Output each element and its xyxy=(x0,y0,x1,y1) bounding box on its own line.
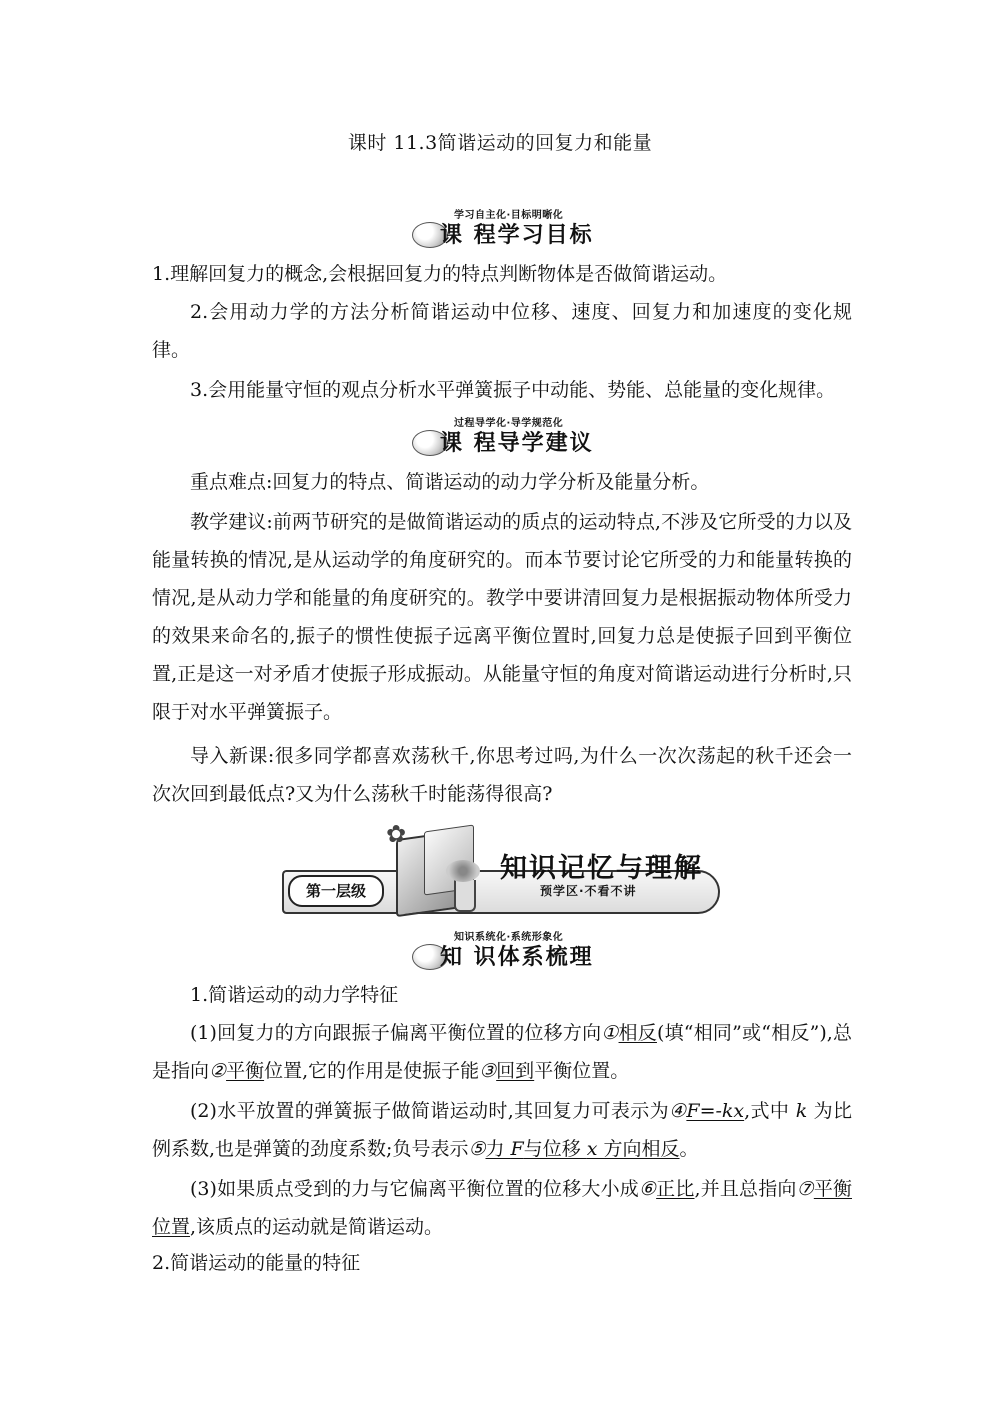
section-tagline: 过程导学化·导学规范化 xyxy=(454,418,564,429)
section-title: 知 识体系梳理 xyxy=(440,945,594,970)
blank-answer-6: 正比 xyxy=(656,1178,695,1200)
para-text: (1)回复力的方向跟振子偏离平衡位置的位移方向 xyxy=(190,1022,602,1044)
para-text: 。 xyxy=(679,1138,699,1160)
level-banner xyxy=(278,820,722,920)
blank-answer-5 xyxy=(486,1138,680,1160)
page-title: 课时 11.3简谐运动的回复力和能量 xyxy=(347,132,653,154)
plant-icon xyxy=(454,880,476,912)
goal-item-2: 2.会用动力学的方法分析简谐运动中位移、速度、回复力和加速度的变化规律。 xyxy=(152,301,852,361)
section-tagline: 知识系统化·系统形象化 xyxy=(454,932,564,943)
knowledge-para-2 xyxy=(152,1092,852,1168)
key-points: 重点难点:回复力的特点、简谐运动的动力学分析及能量分析。 xyxy=(190,471,710,493)
section-title: 课 程导学建议 xyxy=(440,431,594,456)
blank-marker-7: ⑦ xyxy=(796,1178,814,1200)
para-text: (填“相同”或“相反”),总是指向 xyxy=(152,1022,852,1082)
answer-part: 力 xyxy=(485,1138,511,1160)
blank-answer-3: 回到 xyxy=(496,1060,535,1082)
var-k: k xyxy=(795,1100,808,1122)
var-x: x xyxy=(586,1138,598,1160)
blank-marker-2: ② xyxy=(209,1060,227,1082)
blank-marker-4: ④ xyxy=(668,1100,687,1122)
knowledge-para-1 xyxy=(152,1014,852,1090)
butterfly-icon: ✿ xyxy=(386,820,407,848)
level-badge: 第一层级 xyxy=(288,875,384,907)
section-title: 课 程学习目标 xyxy=(440,223,594,248)
blank-marker-1: ① xyxy=(601,1022,619,1044)
section-heading-knowledge xyxy=(412,928,612,974)
section-heading-goals xyxy=(412,206,612,252)
section-heading-guide xyxy=(412,414,612,460)
teaching-advice: 教学建议:前两节研究的是做简谐运动的质点的运动特点,不涉及它所受的力以及能量转换的情况,是从运动学的角度研究的。而本节要讨论它所受的力和能量转换的情况,是从动力学和能量的角度研究的。教学中要讲清回复力是根据振动物体所受力的效果来命名的,振子的惯性使振子远离平衡位置时,回复力总是使振子回到平衡位置,正是这一对矛盾才使振子形成振动。从能量守恒的角度对简谐运动进行分析时,只限于对水平弹簧振子。 xyxy=(152,511,852,723)
goal-item-1: 1.理解回复力的概念,会根据回复力的特点判断物体是否做简谐运动。 xyxy=(152,263,728,285)
para-text: 位置,它的作用是使振子能 xyxy=(264,1060,480,1082)
section-tagline: 学习自主化·目标明晰化 xyxy=(454,210,564,221)
knowledge-heading-1: 1.简谐运动的动力学特征 xyxy=(190,984,399,1006)
lesson-intro: 导入新课:很多同学都喜欢荡秋千,你思考过吗,为什么一次次荡起的秋千还会一次次回到最低点?又为什么荡秋千时能荡得很高? xyxy=(152,745,852,805)
var-f: F xyxy=(510,1138,524,1160)
goal-item-3: 3.会用能量守恒的观点分析水平弹簧振子中动能、势能、总能量的变化规律。 xyxy=(190,379,836,401)
blank-marker-3: ③ xyxy=(479,1060,497,1082)
answer-part: 方向相反 xyxy=(597,1138,680,1160)
blank-marker-6: ⑥ xyxy=(638,1178,657,1200)
para-text: ,式中 xyxy=(744,1100,790,1122)
para-text: ,并且总指向 xyxy=(694,1178,797,1200)
knowledge-para-3 xyxy=(152,1170,852,1246)
answer-part: 与位移 xyxy=(523,1138,587,1160)
para-text: ,该质点的运动就是简谐运动。 xyxy=(190,1216,444,1238)
level-subtitle: 预学区·不看不讲 xyxy=(540,884,637,898)
blank-answer-2: 平衡 xyxy=(226,1060,265,1082)
blank-answer-1: 相反 xyxy=(618,1022,657,1044)
knowledge-heading-2: 2.简谐运动的能量的特征 xyxy=(152,1252,361,1274)
level-title: 知识记忆与理解 xyxy=(500,853,703,884)
para-text: 为比例系数,也是弹簧的劲度系数;负号表示 xyxy=(152,1100,852,1160)
blank-answer-4: F=-kx xyxy=(686,1100,745,1122)
para-text: 平衡位置。 xyxy=(534,1060,630,1082)
para-text: (2)水平放置的弹簧振子做简谐运动时,其回复力可表示为 xyxy=(190,1100,669,1122)
blank-marker-5: ⑤ xyxy=(468,1138,486,1160)
para-text: (3)如果质点受到的力与它偏离平衡位置的位移大小成 xyxy=(190,1178,639,1200)
blank-answer-7: 平衡位置 xyxy=(152,1178,852,1238)
